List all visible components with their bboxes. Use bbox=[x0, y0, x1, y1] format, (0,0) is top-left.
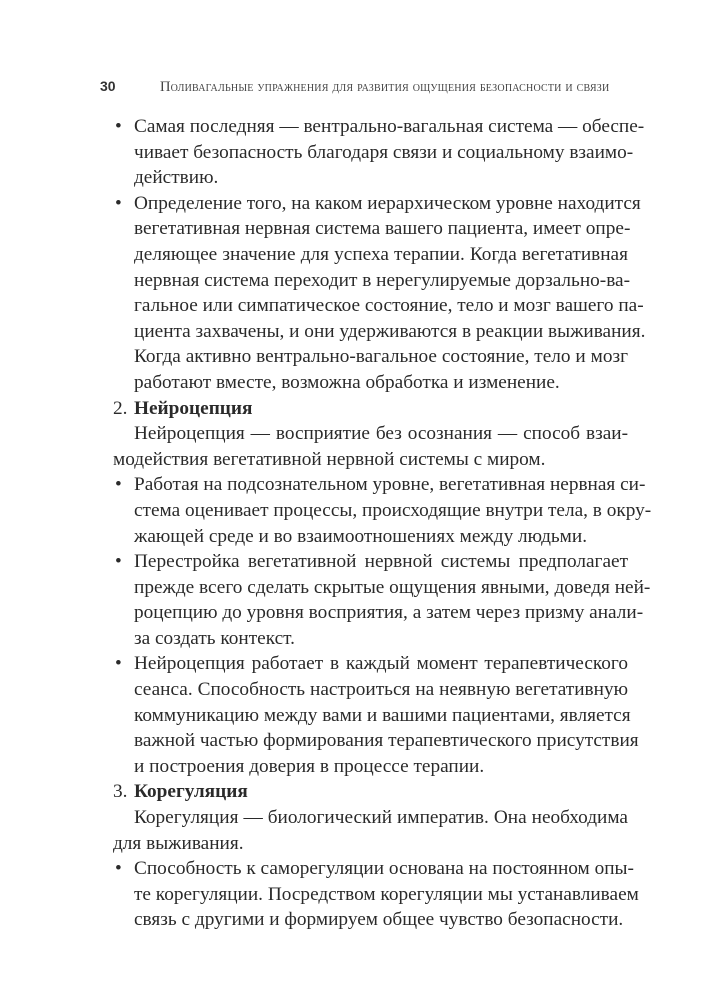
text-line: для выживания. bbox=[113, 832, 244, 854]
list-item bbox=[113, 651, 639, 779]
heading-text: Корегуляция bbox=[134, 781, 248, 803]
section-number: 2. bbox=[113, 397, 128, 419]
list-item bbox=[113, 856, 639, 933]
text-line: коммуникацию между вами и вашими пациентами, является bbox=[134, 704, 631, 726]
text-line: те корегуляции. Посредством корегуляции мы устанавливаем bbox=[134, 883, 639, 905]
text-line: и построения доверия в процессе терапии. bbox=[134, 755, 485, 777]
page-body bbox=[113, 114, 652, 933]
text-line: деляющее значение для успеха терапии. Когда вегетативная bbox=[134, 243, 628, 265]
text-line: гальное или симпатическое состояние, тело и мозг вашего па- bbox=[134, 295, 644, 317]
text-line: Самая последняя — вентрально-вагальная система — обеспе- bbox=[134, 116, 645, 137]
bullet-icon: • bbox=[115, 551, 122, 573]
text-line: Когда активно вентрально-вагальное состояние, тело и мозг bbox=[134, 346, 628, 368]
section-number: 3. bbox=[113, 781, 128, 803]
paragraph bbox=[113, 421, 628, 472]
list-item bbox=[113, 549, 651, 651]
bullet-icon: • bbox=[115, 653, 122, 675]
text-line: сеанса. Способность настроиться на неявную вегетативную bbox=[134, 679, 628, 701]
text-line: работают вместе, возможна обработка и изменение. bbox=[134, 371, 560, 393]
page-number: 30 bbox=[100, 78, 116, 94]
text-line: Нейроцепция — восприятие без осознания — способ взаи- bbox=[134, 423, 628, 445]
bullet-icon: • bbox=[115, 116, 122, 137]
text-line: чивает безопасность благодаря связи и социальному взаимо- bbox=[134, 141, 634, 163]
text-line: роцепцию до уровня восприятия, а затем через призму анали- bbox=[134, 602, 644, 624]
text-line: Определение того, на каком иерархическом уровне находится bbox=[134, 192, 641, 214]
paragraph bbox=[113, 805, 628, 856]
text-line: Нейроцепция работает в каждый момент терапевтического bbox=[134, 653, 628, 675]
section-heading bbox=[113, 396, 628, 422]
text-line: прежде всего сделать скрытые ощущения явными, доведя ней- bbox=[134, 576, 651, 598]
text-line: стема оценивает процессы, происходящие внутри тела, в окру- bbox=[134, 499, 652, 521]
text-line: Перестройка вегетативной нервной системы предполагает bbox=[134, 551, 628, 573]
heading-text: Нейроцепция bbox=[134, 397, 253, 419]
bullet-icon: • bbox=[115, 474, 122, 496]
list-item bbox=[113, 472, 652, 549]
running-title: Поливагальные упражнения для развития ощущения безопасности и связи bbox=[160, 79, 610, 95]
text-line: важной частью формирования терапевтического присутствия bbox=[134, 730, 639, 752]
text-line: за создать контекст. bbox=[134, 627, 295, 649]
text-line: Корегуляция — биологический императив. Она необходима bbox=[134, 807, 628, 829]
text-line: Работая на подсознательном уровне, вегетативная нервная си- bbox=[134, 474, 646, 496]
bullet-icon: • bbox=[115, 192, 122, 214]
text-line: вегетативная нервная система вашего пациента, имеет опре- bbox=[134, 218, 631, 240]
running-header bbox=[100, 78, 640, 98]
bullet-icon: • bbox=[115, 858, 122, 880]
text-line: жающей среде и во взаимоотношениях между людьми. bbox=[134, 525, 588, 547]
list-item bbox=[113, 191, 646, 396]
text-line: модействия вегетативной нервной системы с миром. bbox=[113, 448, 546, 470]
text-line: циента захвачены, и они удерживаются в реакции выживания. bbox=[134, 320, 646, 342]
section-heading bbox=[113, 779, 628, 805]
list-item bbox=[113, 114, 645, 191]
text-line: Способность к саморегуляции основана на постоянном опы- bbox=[134, 858, 634, 880]
text-line: связь с другими и формируем общее чувство безопасности. bbox=[134, 909, 624, 931]
text-line: нервная система переходит в нерегулируемые дорзально-ва- bbox=[134, 269, 631, 291]
text-line: действию. bbox=[134, 167, 219, 189]
